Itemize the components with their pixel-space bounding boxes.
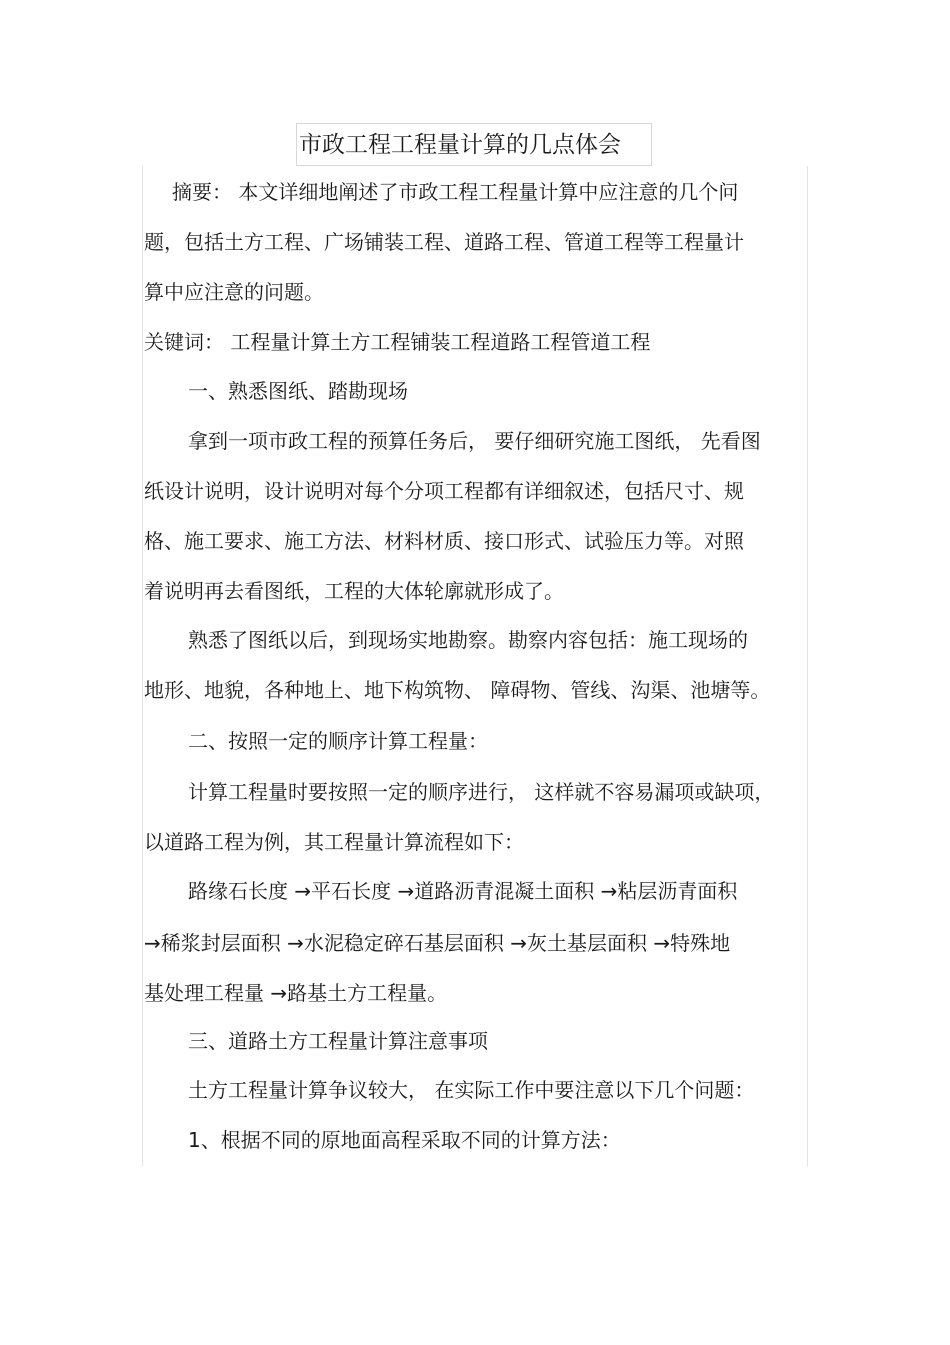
- flow-line: 路缘石长度 →平石长度 →道路沥青混凝土面积 →粘层沥青面积: [188, 879, 738, 903]
- paragraph-line: 土方工程量计算争议较大， 在实际工作中要注意以下几个问题：: [188, 1078, 755, 1102]
- keywords-line: 关键词： 工程量计算土方工程铺装工程道路工程管道工程: [144, 330, 651, 354]
- paragraph-line: 熟悉了图纸以后，到现场实地勘察。勘察内容包括：施工现场的: [188, 628, 748, 652]
- document-title: 市政工程工程量计算的几点体会: [299, 132, 621, 158]
- flow-line: →稀浆封层面积 →水泥稳定碎石基层面积 →灰土基层面积 →特殊地: [144, 931, 731, 955]
- list-item: 1、根据不同的原地面高程采取不同的计算方法：: [188, 1128, 621, 1152]
- body-frame: [142, 166, 808, 1166]
- abstract-line-2: 题，包括土方工程、广场铺装工程、道路工程、管道工程等工程量计: [144, 230, 744, 254]
- section-heading-2: 二、按照一定的顺序计算工程量：: [188, 729, 488, 753]
- paragraph-line: 计算工程量时要按照一定的顺序进行， 这样就不容易漏项或缺项，: [188, 780, 775, 804]
- flow-line: 基处理工程量 →路基土方工程量。: [144, 981, 448, 1005]
- paragraph-line: 纸设计说明，设计说明对每个分项工程都有详细叙述，包括尺寸、规: [144, 479, 744, 503]
- paragraph-line: 格、施工要求、施工方法、材料材质、接口形式、试验压力等。对照: [144, 529, 744, 553]
- abstract-line-1: 摘要： 本文详细地阐述了市政工程工程量计算中应注意的几个问: [172, 180, 739, 204]
- paragraph-line: 着说明再去看图纸，工程的大体轮廓就形成了。: [144, 579, 564, 603]
- section-heading-3: 三、道路土方工程量计算注意事项: [188, 1029, 488, 1053]
- paragraph-line: 以道路工程为例，其工程量计算流程如下：: [144, 830, 524, 854]
- paragraph-line: 拿到一项市政工程的预算任务后， 要仔细研究施工图纸， 先看图: [188, 429, 761, 453]
- paragraph-line: 地形、地貌，各种地上、地下构筑物、 障碍物、管线、沟渠、池塘等。: [144, 678, 771, 702]
- abstract-line-3: 算中应注意的问题。: [144, 280, 324, 304]
- section-heading-1: 一、熟悉图纸、踏勘现场: [188, 379, 408, 403]
